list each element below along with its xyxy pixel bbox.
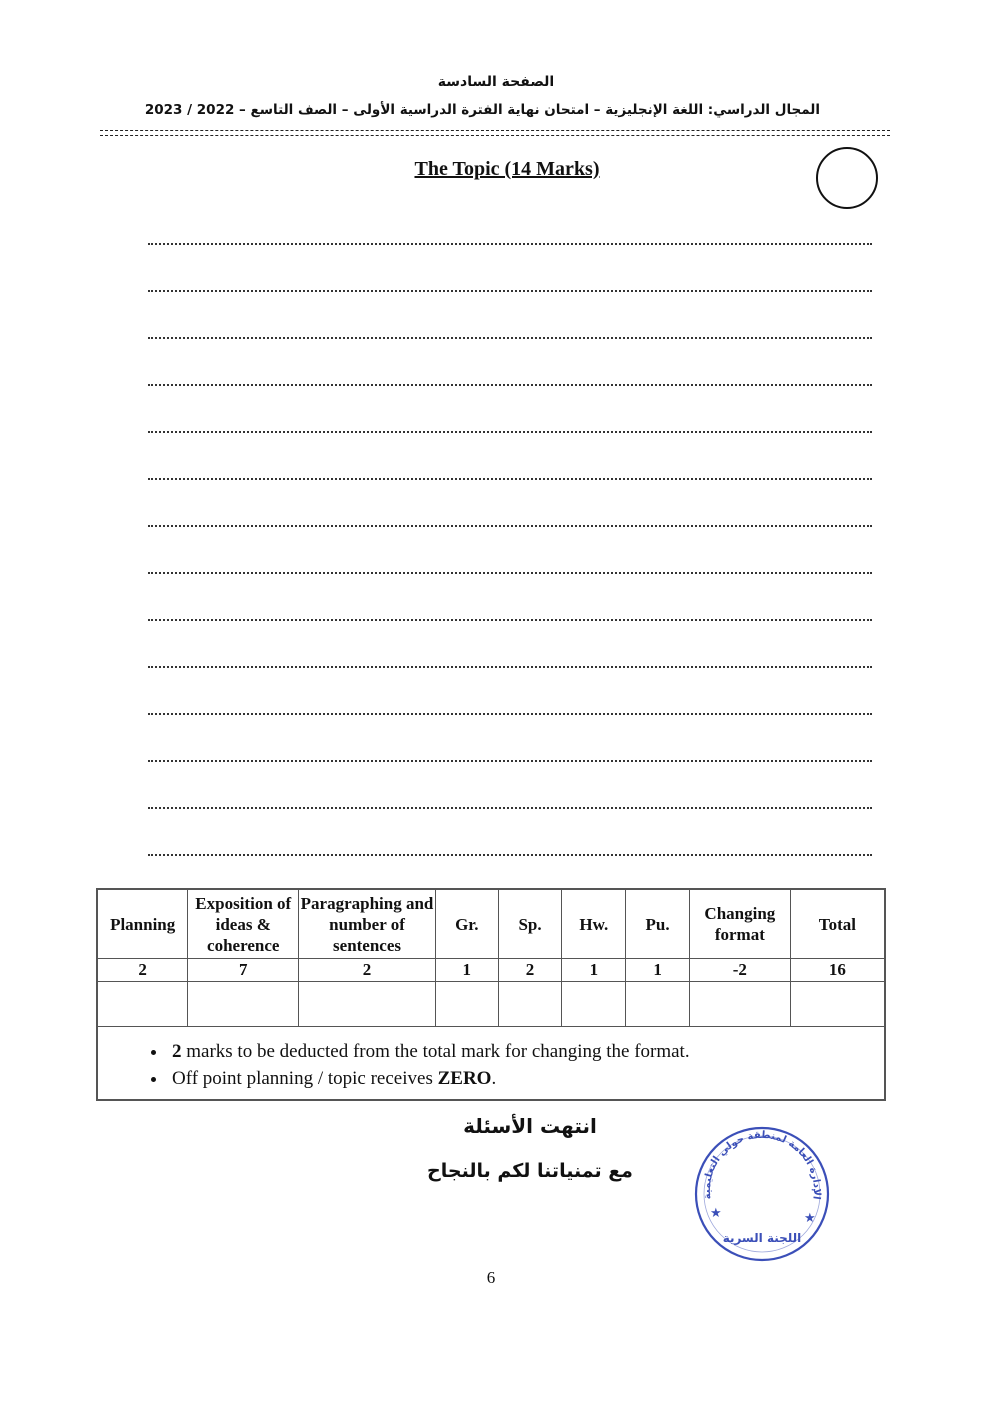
writing-line[interactable] [148,243,872,245]
writing-line[interactable] [148,290,872,292]
rubric-value: 1 [626,959,690,982]
official-stamp [692,1124,832,1264]
writing-line[interactable] [148,384,872,386]
rubric-header: Total [790,889,885,959]
note-item: • Off point planning / topic receives ZERO. [168,1065,884,1092]
rubric-header: Planning [97,889,188,959]
writing-line[interactable] [148,431,872,433]
rubric-values-row [97,959,885,982]
writing-line[interactable] [148,572,872,574]
topic-title: The Topic (14 Marks) [414,158,600,180]
rubric-header: Hw. [562,889,626,959]
score-cell[interactable] [299,982,436,1027]
rubric-value: 1 [562,959,626,982]
writing-line[interactable] [148,525,872,527]
writing-line[interactable] [148,807,872,809]
writing-line[interactable] [148,854,872,856]
score-cell[interactable] [435,982,498,1027]
rubric-value: 2 [299,959,436,982]
stamp-star-icon: ★ [804,1210,816,1225]
subject-line: المجال الدراسي: اللغة الإنجليزية – امتحان نهاية الفترة الدراسية الأولى – الصف التاسع – 2022 / 2023 [144,102,820,118]
writing-line[interactable] [148,713,872,715]
rubric-header: Changing format [689,889,790,959]
rubric-notes [97,1027,885,1101]
rubric-header: Exposition of ideas & coherence [188,889,299,959]
stamp-inner-text: اللجنة السرية [722,1231,802,1245]
writing-line[interactable] [148,666,872,668]
stamp-outer-text: الإدارة العامة لمنطقة حولي التعليمية [701,1129,823,1201]
score-cell[interactable] [97,982,188,1027]
rubric-value: -2 [689,959,790,982]
rubric-value: 1 [435,959,498,982]
rubric-header: Paragraphing and number of sentences [299,889,436,959]
rubric-header-row [97,889,885,959]
svg-text:الإدارة العامة لمنطقة حولي الت [702,1130,822,1200]
score-cell[interactable] [562,982,626,1027]
rubric-value: 2 [97,959,188,982]
rubric-header: Pu. [626,889,690,959]
good-luck-message: مع تمنياتنا لكم بالنجاح [427,1160,633,1182]
stamp-star-icon: ★ [710,1205,722,1220]
writing-line[interactable] [148,760,872,762]
score-cell[interactable] [498,982,562,1027]
header-divider [100,130,890,136]
score-cell[interactable] [626,982,690,1027]
score-entry-row [97,982,885,1027]
score-cell[interactable] [790,982,885,1027]
page-number: 6 [486,1268,496,1287]
rubric-header: Gr. [435,889,498,959]
end-of-questions: انتهت الأسئلة [463,1114,597,1138]
writing-line[interactable] [148,337,872,339]
rubric-value: 7 [188,959,299,982]
score-cell[interactable] [188,982,299,1027]
rubric-header: Sp. [498,889,562,959]
page-label: الصفحة السادسة [437,74,555,90]
writing-line[interactable] [148,478,872,480]
rubric-value: 2 [498,959,562,982]
score-cell[interactable] [689,982,790,1027]
rubric-notes-row [97,1027,885,1101]
score-circle [816,147,878,209]
rubric-table [96,888,886,1101]
note-item: • 2 marks to be deducted from the total mark for changing the format. [168,1038,884,1065]
rubric-value: 16 [790,959,885,982]
writing-line[interactable] [148,619,872,621]
